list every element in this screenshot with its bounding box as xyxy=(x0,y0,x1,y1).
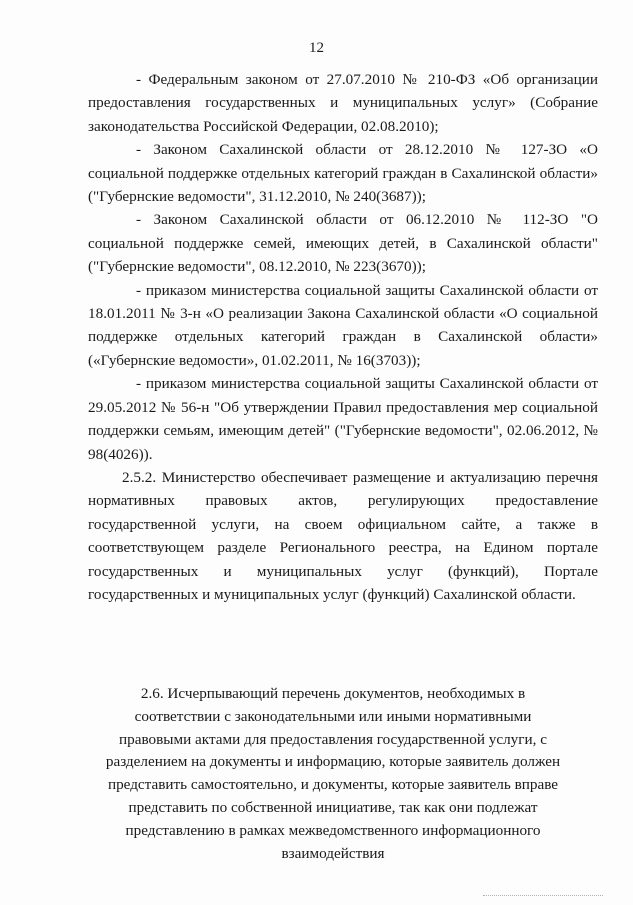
list-item-federal-law-210: - Федеральным законом от 27.07.2010 № 210-ФЗ «Об организации предоставления государственных и муниципальных услуг» (Собрание законодательства Российской Федерации, 02.08.2010); xyxy=(88,71,598,135)
section-2-5-2: 2.5.2. Министерство обеспечивает размещение и актуализацию перечня нормативных правовых актов, регулирующих предоставление государственной услуги, на своем официальном сайте, а также в соответствующем разделе Регионального реестра, на Едином портале государственных и муниципальных услуг (функций), Портале государственных и муниципальных услуг (функций) Сахалинской области. xyxy=(88,468,598,603)
document-body xyxy=(88,68,598,606)
page-number: 12 xyxy=(309,40,324,56)
list-item-order-3n: - приказом министерства социальной защиты Сахалинской области от 18.01.2011 № 3-н «О реализации Закона Сахалинской области «О социальной поддержке отдельных категорий граждан в Сахалинской области» («Губернские ведомости», 01.02.2011, № 16(3703)); xyxy=(88,281,598,369)
section-2-6-heading: 2.6. Исчерпывающий перечень документов, необходимых в соответствии с законодательными или иными нормативными правовыми актами для предоставления государственной услуги, с разделением на документы и информацию, которые заявитель должен представить самостоятельно, и документы, которые заявитель вправе представить по собственной инициативе, так как они подлежат представлению в рамках межведомственного информационного взаимодействия xyxy=(105,685,561,862)
list-item-sakhalin-law-127: - Законом Сахалинской области от 28.12.2010 № 127-ЗО «О социальной поддержке отдельных категорий граждан в Сахалинской области» ("Губернские ведомости", 31.12.2010, № 240(3687)); xyxy=(88,141,598,206)
list-item-sakhalin-law-112: - Законом Сахалинской области от 06.12.2010 № 112-ЗО "О социальной поддержке семей, имеющих детей, в Сахалинской области" ("Губернские ведомости", 08.12.2010, № 223(3670)); xyxy=(88,211,598,276)
list-item-order-56n: - приказом министерства социальной защиты Сахалинской области от 29.05.2012 № 56-н "Об утверждении Правил предоставления мер социальной поддержки семьям, имеющим детей" ("Губернские ведомости", 02.06.2012, № 98(4026)). xyxy=(88,375,598,463)
scan-artifact xyxy=(483,895,603,897)
